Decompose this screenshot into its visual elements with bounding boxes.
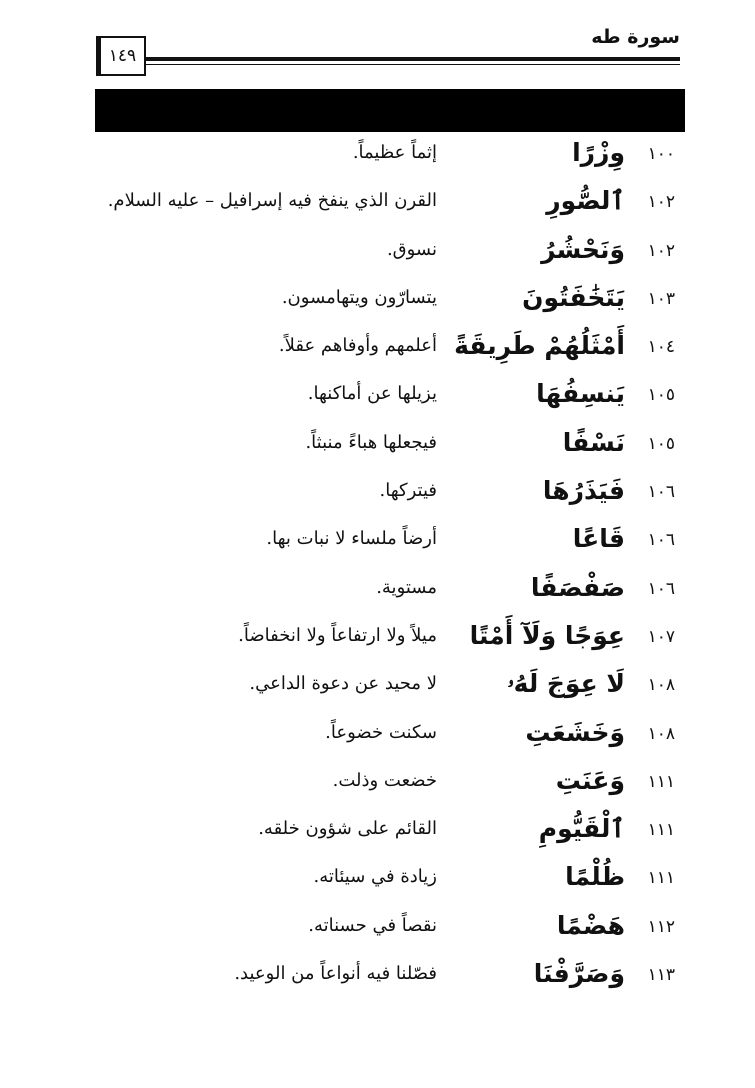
verse-number: ١٠٤ <box>647 337 675 358</box>
glossary-row <box>0 955 755 1003</box>
verse-number: ١١١ <box>647 771 675 792</box>
verse-number: ١٠٦ <box>647 482 675 503</box>
quran-word: يَنسِفُهَا <box>536 379 625 409</box>
word-meaning: القائم على شؤون خلقه. <box>258 818 437 840</box>
verse-number: ١١١ <box>647 820 675 841</box>
quran-word: وِزْرًا <box>572 138 625 167</box>
glossary-row <box>0 279 755 327</box>
quran-word: أَمْثَلُهُمْ طَرِيقَةً <box>454 331 625 361</box>
glossary-row <box>0 424 755 472</box>
word-meaning: يتسارّون ويتهامسون. <box>281 286 437 308</box>
quran-word: يَتَخَٰفَتُونَ <box>522 282 625 312</box>
word-meaning: زيادة في سيئاته. <box>313 866 437 888</box>
word-meaning: القرن الذي ينفخ فيه إسرافيل – عليه السلام. <box>107 190 437 212</box>
verse-number: ١١٢ <box>647 916 675 937</box>
glossary-row <box>0 858 755 906</box>
glossary-row <box>0 182 755 230</box>
verse-number: ١٠٠ <box>647 144 675 164</box>
verse-number: ١٠٥ <box>647 433 675 454</box>
quran-word: وَخَشَعَتِ <box>525 717 625 747</box>
quran-word: ٱلْقَيُّومِ <box>538 814 625 844</box>
glossary-row <box>0 810 755 858</box>
verse-number: ١٠٢ <box>647 240 675 261</box>
quran-word: لَا عِوَجَ لَهُۥ <box>507 669 625 699</box>
glossary-list <box>0 134 755 1003</box>
word-meaning: سكنت خضوعاً. <box>325 721 437 743</box>
glossary-row <box>0 327 755 375</box>
quran-word: وَعَنَتِ <box>555 765 625 795</box>
quran-word: ٱلصُّورِ <box>546 186 625 216</box>
page-number: ١٤٩ <box>96 36 146 76</box>
verse-number: ١٠٦ <box>647 530 675 551</box>
word-meaning: إثماً عظيماً. <box>352 142 437 163</box>
word-meaning: لا محيد عن دعوة الداعي. <box>249 673 437 695</box>
word-meaning: ميلاً ولا ارتفاعاً ولا انخفاضاً. <box>238 624 437 646</box>
quran-word: نَسْفًا <box>562 427 625 457</box>
verse-number: ١٠٥ <box>647 385 675 406</box>
word-meaning: نقصاً في حسناته. <box>308 914 437 936</box>
quran-word: فَيَذَرُهَا <box>542 476 625 506</box>
verse-number: ١٠٣ <box>647 288 675 309</box>
word-meaning: أرضاً ملساء لا نبات بها. <box>266 528 437 550</box>
verse-number: ١٠٢ <box>647 192 675 213</box>
glossary-row <box>0 134 755 182</box>
glossary-row <box>0 617 755 665</box>
word-meaning: فصّلنا فيه أنواعاً من الوعيد. <box>234 963 437 985</box>
verse-number: ١١١ <box>647 868 675 889</box>
verse-number: ١١٣ <box>647 965 675 986</box>
header-rule-thin <box>145 64 680 65</box>
word-meaning: مستوية. <box>376 576 437 598</box>
verse-number: ١٠٧ <box>647 626 675 647</box>
glossary-row <box>0 569 755 617</box>
word-meaning: يزيلها عن أماكنها. <box>307 383 437 405</box>
quran-word: وَنَحْشُرُ <box>541 234 625 264</box>
quran-word: قَاعًا <box>572 524 625 554</box>
glossary-row <box>0 762 755 810</box>
verse-number: ١٠٨ <box>647 675 675 696</box>
glossary-row <box>0 665 755 713</box>
word-meaning: فيجعلها هباءً منبثاً. <box>305 431 437 453</box>
word-meaning: فيتركها. <box>379 480 437 502</box>
surah-title: سورة طه <box>591 26 680 48</box>
word-meaning: خضعت وذلت. <box>332 769 437 791</box>
quran-word: هَضْمًا <box>556 910 625 940</box>
glossary-row <box>0 231 755 279</box>
word-meaning: أعلمهم وأوفاهم عقلاً. <box>278 335 437 357</box>
word-meaning: نسوق. <box>386 238 437 260</box>
verse-number: ١٠٨ <box>647 723 675 744</box>
quran-word: ظُلْمًا <box>565 862 625 892</box>
verse-number: ١٠٦ <box>647 578 675 599</box>
glossary-row <box>0 714 755 762</box>
quran-word: وَصَرَّفْنَا <box>533 959 625 989</box>
header-rule-thick <box>145 57 680 61</box>
quran-word: عِوَجًا وَلَآ أَمْتًا <box>469 620 625 650</box>
black-banner-bar <box>95 89 685 132</box>
glossary-row <box>0 375 755 423</box>
glossary-row <box>0 907 755 955</box>
quran-word: صَفْصَفًا <box>530 572 625 602</box>
glossary-row <box>0 472 755 520</box>
page-header <box>0 0 755 90</box>
glossary-row <box>0 520 755 568</box>
